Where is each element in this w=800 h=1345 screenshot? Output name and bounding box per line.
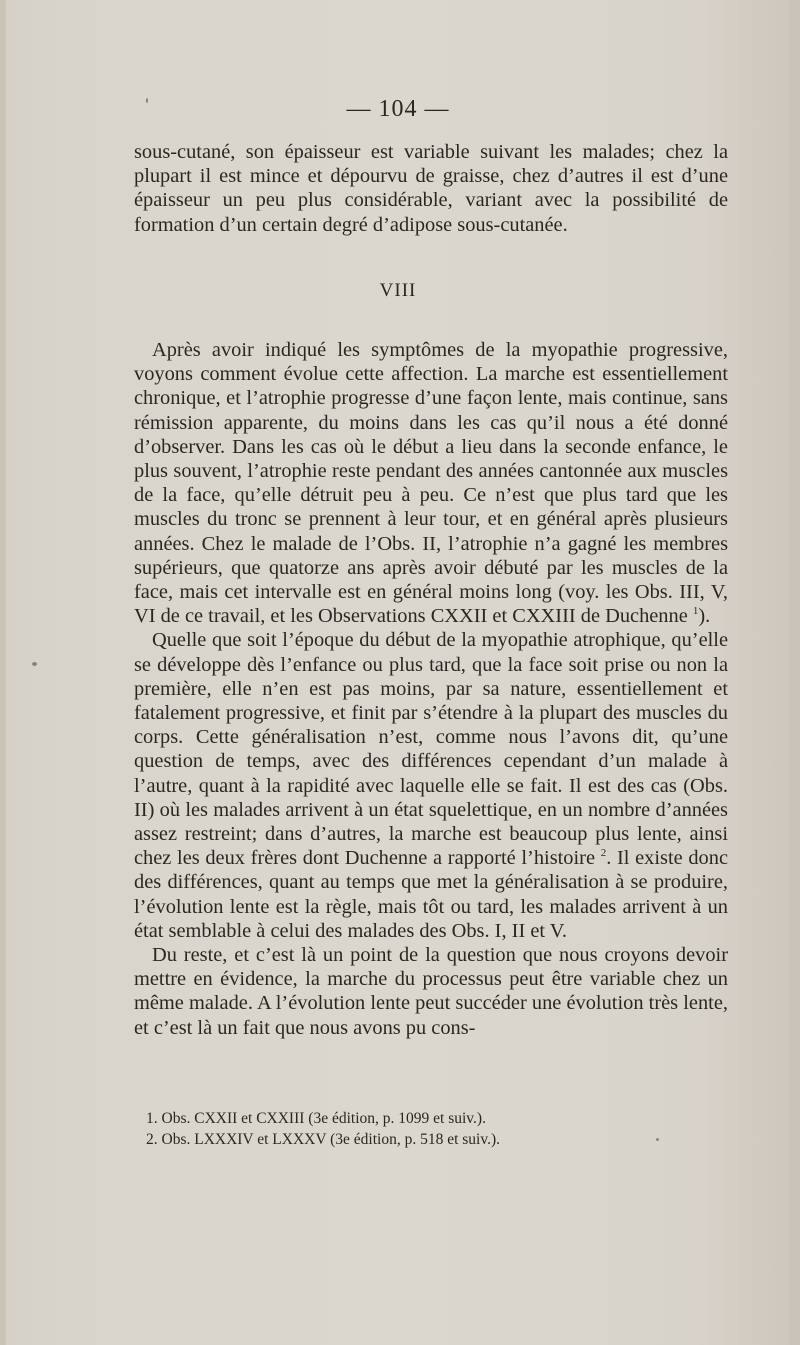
top-paragraph: sous-cutané, son épaisseur est variable suivant les malades; chez la plupart il est mince et dépourvu de graisse, chez d’autres il est d’une épaisseur un peu plus considérable, variant avec la possibilité de formation d’un certain degré d’adipose sous-cutanée. — [134, 141, 728, 236]
footnote-2: 2. Obs. LXXXIV et LXXXV (3e édition, p. 518 et suiv.). — [146, 1131, 501, 1148]
footnotes — [134, 1108, 728, 1150]
paper-speck — [32, 662, 37, 666]
document-page — [6, 0, 790, 1345]
paragraph-1-tail: ). — [698, 605, 711, 628]
footnote-ref-1: 1 — [692, 605, 699, 618]
paragraph-2 — [134, 628, 728, 943]
main-text-block — [134, 338, 728, 1040]
paragraph-1 — [134, 338, 728, 628]
paragraph-1-text: Après avoir indiqué les symptômes de la myopathie progressive, voyons comment évolue cette affection. La marche est essentiellement chronique, et l’atrophie progresse d’une façon lente, mais continue, sans rémission apparente, du moins dans les cas qu’il nous a été donné d’observer. Dans les cas où le début a lieu dans la seconde enfance, le plus souvent, l’atrophie reste pendant des années cantonnée aux muscles de la face, qu’elle détruit peu à peu. Ce n’est que plus tard que les muscles du tronc se prennent à leur tour, et en général après plusieurs années. Chez le malade de l’Obs. II, l’atrophie n’a gagné les membres supérieurs, que quatorze ans après avoir débuté par les muscles de la face, mais cet intervalle est en général moins long (voy. les Obs. III, V, VI de ce travail, et les Observations CXXII et CXXIII de Duchenne — [134, 339, 728, 628]
paragraph-2-tail: . Il existe donc des différences, quant au temps que met la généralisation à se produire, l’évolution lente est la règle, mais tôt ou tard, les malades arrivent à un état semblable à celui des malades des Obs. I, II et V. — [134, 847, 729, 942]
top-paragraph-block — [134, 140, 728, 237]
paragraph-2-text: Quelle que soit l’époque du début de la myopathie atrophique, qu’elle se développe dès l’enfance ou plus tard, que la face soit prise ou non la première, elle n’en est pas moins, par sa nature, essentiellement et fatalement progressive, et finit par s’étendre à la plupart des muscles du corps. Cette généralisation n’est, comme nous l’avons dit, qu’une question de temps, avec des différences cependant d’un malade à l’autre, quant à la rapidité avec laquelle elle se fait. Il est des cas (Obs. II) où les malades arrivent à un état squelettique, en un nombre d’années assez restreint; dans d’autres, la marche est beaucoup plus lente, ainsi chez les deux frères dont Duchenne a rapporté l’histoire — [134, 629, 728, 870]
paragraph-3-text: Du reste, et c’est là un point de la question que nous croyons devoir mettre en évidence, la marche du processus peut être variable chez un même malade. A l’évolution lente peut succéder une évolution très lente, et c’est là un fait que nous avons pu cons- — [134, 944, 728, 1039]
section-title: VIII — [379, 280, 417, 301]
footnote-1: 1. Obs. CXXII et CXXIII (3e édition, p. 1099 et suiv.). — [146, 1110, 486, 1127]
page-number: — 104 — — [346, 96, 450, 122]
paper-speck — [146, 98, 148, 103]
paragraph-3 — [134, 943, 728, 1040]
paper-speck — [656, 1138, 659, 1141]
footnote-ref-2: 2 — [600, 847, 607, 860]
